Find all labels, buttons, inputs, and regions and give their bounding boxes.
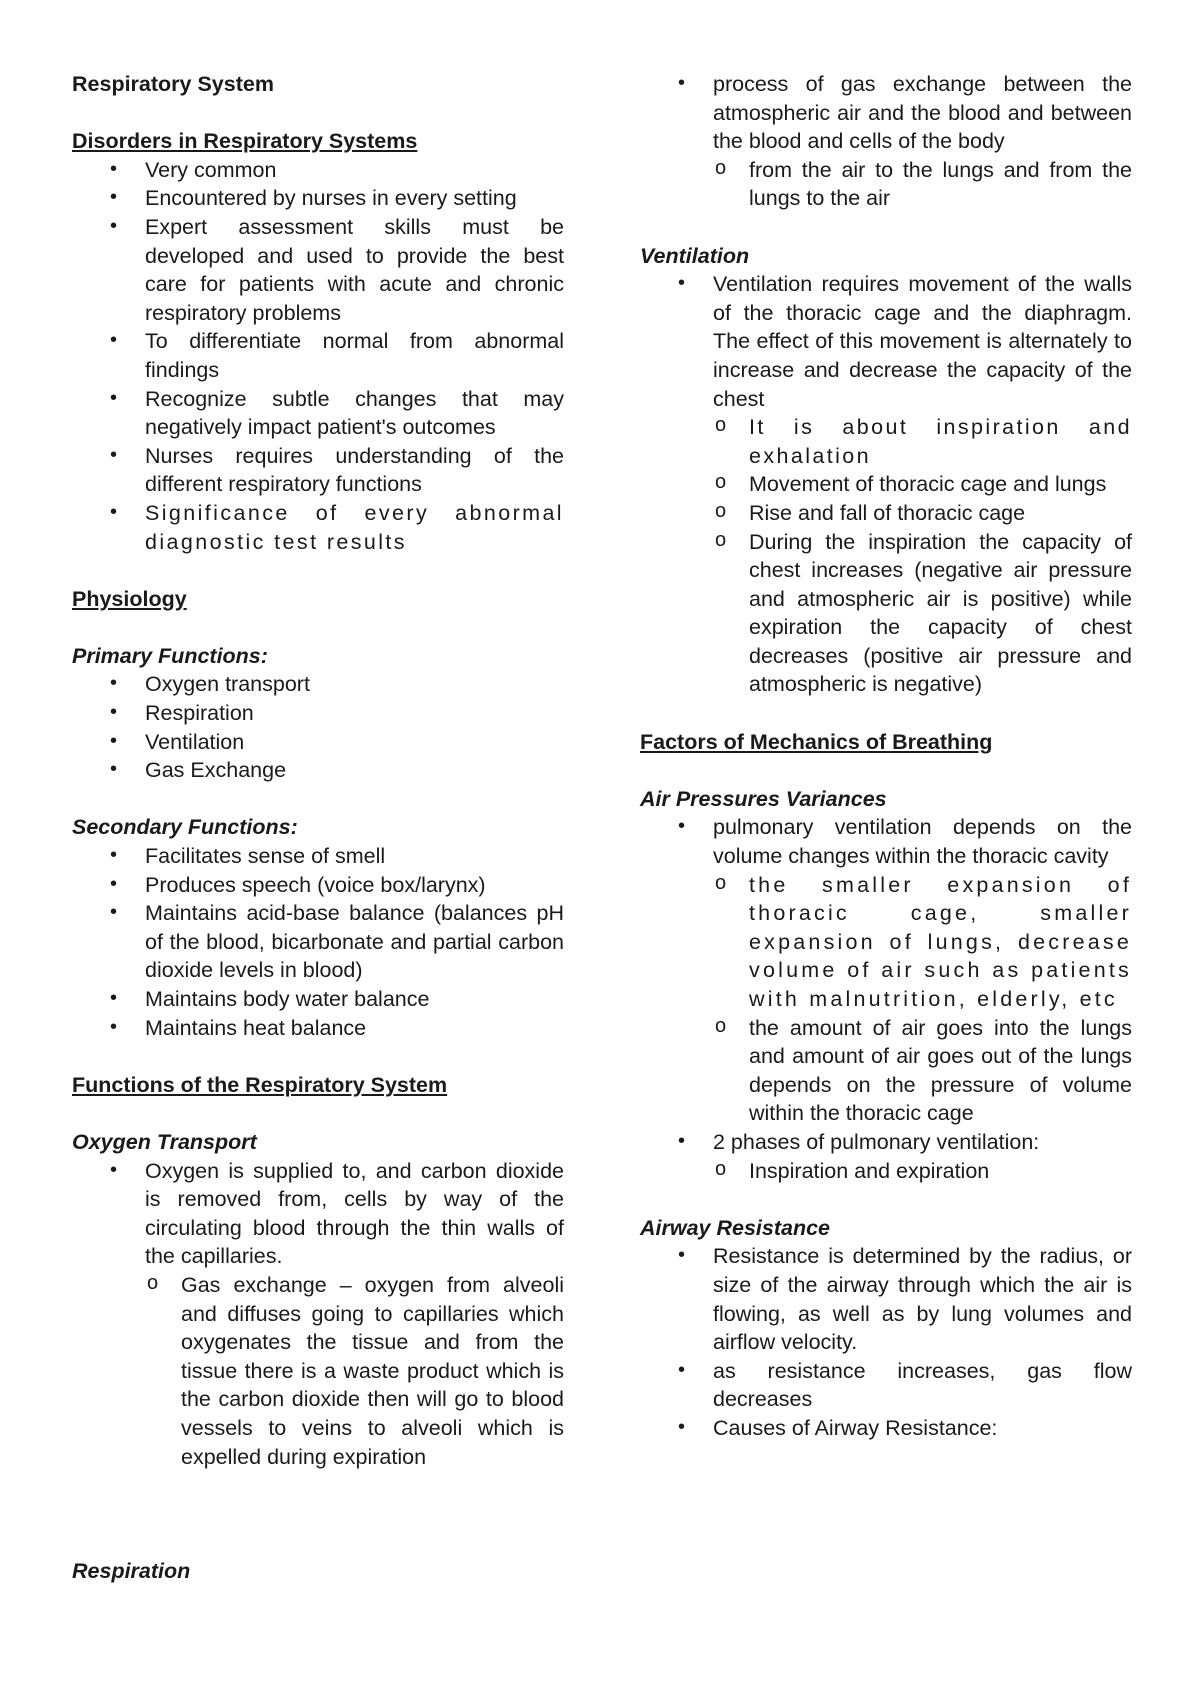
oxygen-transport-list bbox=[72, 1157, 564, 1472]
disorders-heading: Disorders in Respiratory Systems bbox=[72, 129, 418, 154]
respiration-list bbox=[640, 70, 1132, 213]
sub-list-item: o the amount of air goes into the lungs and amount of air goes out of the lungs depends on the pressure of volume within the thoracic cage bbox=[713, 1014, 1132, 1128]
list-item-text: pulmonary ventilation depends on the volume changes within the thoracic cavity bbox=[713, 815, 1132, 869]
secondary-functions-list bbox=[72, 842, 564, 1042]
left-column bbox=[72, 70, 564, 1585]
list-item: • Ventilation bbox=[72, 728, 564, 757]
sub-list-item: o It is about inspiration and exhalation bbox=[713, 413, 1132, 470]
list-item: • Maintains acid-base balance (balances pH of the blood, bicarbonate and partial carbon dioxide levels in blood) bbox=[72, 899, 564, 985]
list-item: • Recognize subtle changes that may negatively impact patient's outcomes bbox=[72, 385, 564, 442]
list-item bbox=[640, 1128, 1132, 1185]
functions-heading: Functions of the Respiratory System bbox=[72, 1072, 448, 1097]
sub-list-item: o the smaller expansion of thoracic cage, smaller expansion of lungs, decrease volume of air such as patients with malnutrition, elderly, etc bbox=[713, 871, 1132, 1014]
sub-list bbox=[713, 413, 1132, 699]
list-item: • Resistance is determined by the radius, or size of the airway through which the air is flowing, as well as by lung volumes and airflow velocity. bbox=[640, 1242, 1132, 1356]
list-item: • Respiration bbox=[72, 699, 564, 728]
list-item: • Encountered by nurses in every setting bbox=[72, 184, 564, 213]
list-item: • Maintains heat balance bbox=[72, 1014, 564, 1043]
sub-list bbox=[145, 1271, 564, 1471]
list-item: • Facilitates sense of smell bbox=[72, 842, 564, 871]
sub-list-item: o Movement of thoracic cage and lungs bbox=[713, 470, 1132, 499]
air-pressures-list bbox=[640, 813, 1132, 1185]
list-item-text: Ventilation requires movement of the walls of the thoracic cage and the diaphragm. The effect of this movement is alternately to increase and decrease the capacity of the chest bbox=[713, 272, 1132, 411]
right-column bbox=[640, 70, 1132, 1443]
sub-list bbox=[713, 156, 1132, 213]
sub-list-item: o Gas exchange – oxygen from alveoli and diffuses going to capillaries which oxygenates the tissue and from the tissue there is a waste product which is the carbon dioxide then will go to blood vessels to veins to alveoli which is expelled during expiration bbox=[145, 1271, 564, 1471]
physiology-heading: Physiology bbox=[72, 586, 187, 611]
list-item-text: 2 phases of pulmonary ventilation: bbox=[713, 1129, 1040, 1154]
airway-resistance-list bbox=[640, 1242, 1132, 1442]
list-item: • Gas Exchange bbox=[72, 756, 564, 785]
list-item: • Significance of every abnormal diagnostic test results bbox=[72, 499, 564, 556]
list-item bbox=[72, 1157, 564, 1472]
sub-list bbox=[713, 1157, 1132, 1186]
respiration-heading: Respiration bbox=[72, 1558, 191, 1583]
sub-list-item: o from the air to the lungs and from the lungs to the air bbox=[713, 156, 1132, 213]
disorders-list bbox=[72, 156, 564, 556]
sub-list bbox=[713, 871, 1132, 1128]
mechanics-heading: Factors of Mechanics of Breathing bbox=[640, 729, 993, 754]
primary-functions-list bbox=[72, 670, 564, 784]
ventilation-list bbox=[640, 270, 1132, 699]
ventilation-heading: Ventilation bbox=[640, 243, 750, 268]
list-item: • Maintains body water balance bbox=[72, 985, 564, 1014]
list-item-text: Oxygen is supplied to, and carbon dioxide is removed from, cells by way of the circulating blood through the thin walls of the capillaries. bbox=[145, 1158, 564, 1269]
air-pressures-heading: Air Pressures Variances bbox=[640, 786, 887, 811]
airway-resistance-heading: Airway Resistance bbox=[640, 1215, 831, 1240]
list-item: • Causes of Airway Resistance: bbox=[640, 1414, 1132, 1443]
secondary-functions-heading: Secondary Functions: bbox=[72, 815, 298, 840]
document-title: Respiratory System bbox=[72, 72, 274, 96]
list-item: • Very common bbox=[72, 156, 564, 185]
sub-list-item: o Rise and fall of thoracic cage bbox=[713, 499, 1132, 528]
list-item: • Nurses requires understanding of the different respiratory functions bbox=[72, 442, 564, 499]
list-item: • Oxygen transport bbox=[72, 670, 564, 699]
primary-functions-heading: Primary Functions: bbox=[72, 643, 268, 668]
list-item: • Expert assessment skills must be developed and used to provide the best care for patients with acute and chronic respiratory problems bbox=[72, 213, 564, 327]
sub-list-item: o Inspiration and expiration bbox=[713, 1157, 1132, 1186]
sub-list-item: o During the inspiration the capacity of chest increases (negative air pressure and atmospheric air is positive) while expiration the capacity of chest decreases (positive air pressure and atmospheric is negative) bbox=[713, 528, 1132, 700]
list-item bbox=[640, 70, 1132, 213]
list-item: • To differentiate normal from abnormal findings bbox=[72, 327, 564, 384]
list-item-text: process of gas exchange between the atmospheric air and the blood and between the blood and cells of the body bbox=[713, 72, 1132, 154]
list-item bbox=[640, 813, 1132, 1128]
list-item bbox=[640, 270, 1132, 699]
list-item: • as resistance increases, gas flow decreases bbox=[640, 1357, 1132, 1414]
oxygen-transport-heading: Oxygen Transport bbox=[72, 1129, 257, 1154]
list-item: • Produces speech (voice box/larynx) bbox=[72, 871, 564, 900]
